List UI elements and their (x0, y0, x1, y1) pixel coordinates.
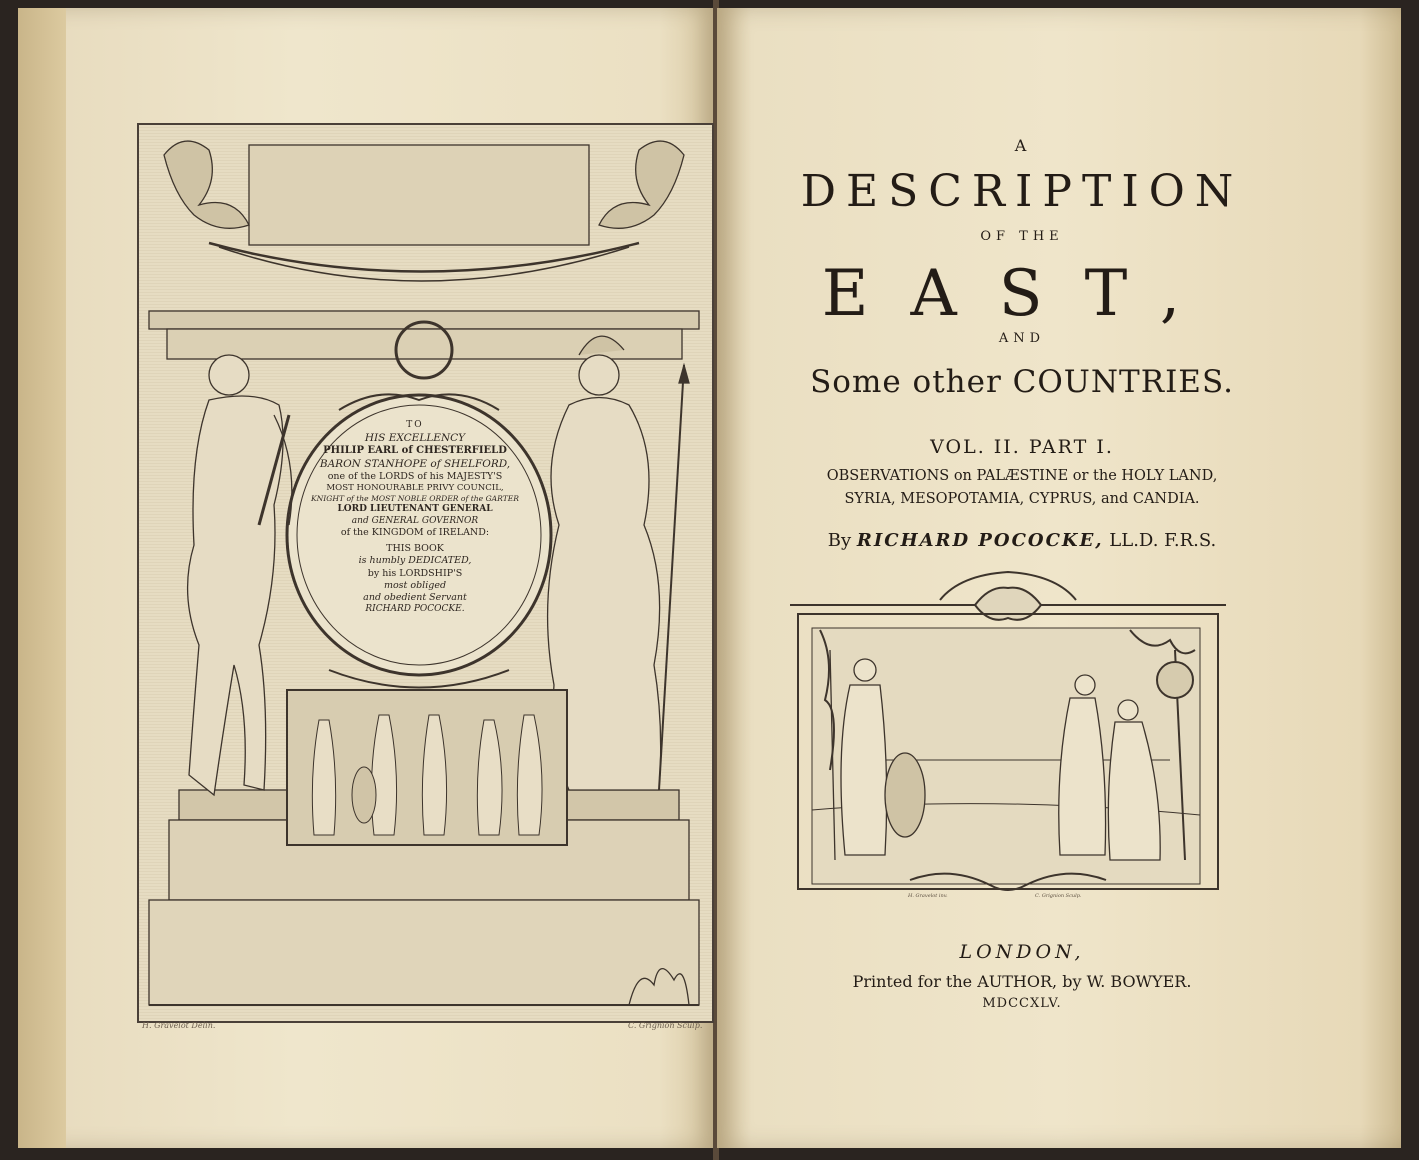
dedication-line: KNIGHT of the MOST NOBLE ORDER of the GARTER (310, 494, 520, 504)
title-and: AND (998, 331, 1046, 346)
dedication-line: most obliged (383, 579, 447, 591)
title-east: EAST, (821, 257, 1223, 331)
dedication-line: and GENERAL GOVERNOR (351, 515, 479, 526)
dedication-line: MOST HONOURABLE PRIVY COUNCIL, (326, 483, 504, 494)
title-of-the: OF THE (980, 229, 1064, 244)
dedication-line: BARON STANHOPE of SHELFORD, (319, 457, 511, 470)
title-some-other-countries: Some other COUNTRIES. (810, 364, 1234, 400)
dedication-line: LORD LIEUTENANT GENERAL (337, 504, 493, 515)
imprint-date: MDCCXLV. (982, 996, 1062, 1011)
observations-line-2: SYRIA, MESOPOTAMIA, CYPRUS, and CANDIA. (844, 491, 1200, 507)
dedication-line: one of the LORDS of his MAJESTY'S (327, 471, 503, 483)
dedication-line: TO (406, 420, 424, 430)
title-vignette (790, 570, 1226, 905)
title-description: DESCRIPTION (800, 166, 1244, 217)
author-line (717, 530, 1327, 551)
author-name: RICHARD POCOCKE, (856, 530, 1104, 551)
imprint-place: LONDON, (959, 941, 1085, 963)
vignette-credit-left: H. Gravelot inv. (908, 893, 948, 899)
dedication-line: and obedient Servant (363, 591, 467, 603)
volume-label: VOL. II. PART I. (930, 436, 1114, 458)
dedication-line: THIS BOOK (386, 543, 444, 555)
vignette-illustration (790, 570, 1226, 905)
dedication-line: by his LORDSHIP'S (367, 567, 463, 579)
frontispiece-credit-right: C. Grignion Sculp. (628, 1021, 703, 1030)
dedication-line: RICHARD POCOCKE. (365, 604, 465, 615)
dedication-line: of the KINGDOM of IRELAND: (340, 527, 490, 539)
frontispiece-credit-left: H. Gravelot Delin. (142, 1021, 216, 1030)
imprint-printer: Printed for the AUTHOR, by W. BOWYER. (852, 972, 1192, 991)
dedication-line: HIS EXCELLENCY (364, 431, 466, 444)
author-by: By (827, 530, 852, 551)
dedication-text (289, 420, 541, 660)
vignette-credit-right: C. Grignion Sculp. (1035, 893, 1082, 899)
title-article: A (1014, 136, 1030, 155)
observations-line-1: OBSERVATIONS on PALÆSTINE or the HOLY LAND, (826, 468, 1218, 484)
dedication-line: PHILIP EARL of CHESTERFIELD (323, 444, 507, 456)
author-degrees: LL.D. F.R.S. (1109, 530, 1217, 551)
dedication-line: is humbly DEDICATED, (358, 555, 472, 567)
